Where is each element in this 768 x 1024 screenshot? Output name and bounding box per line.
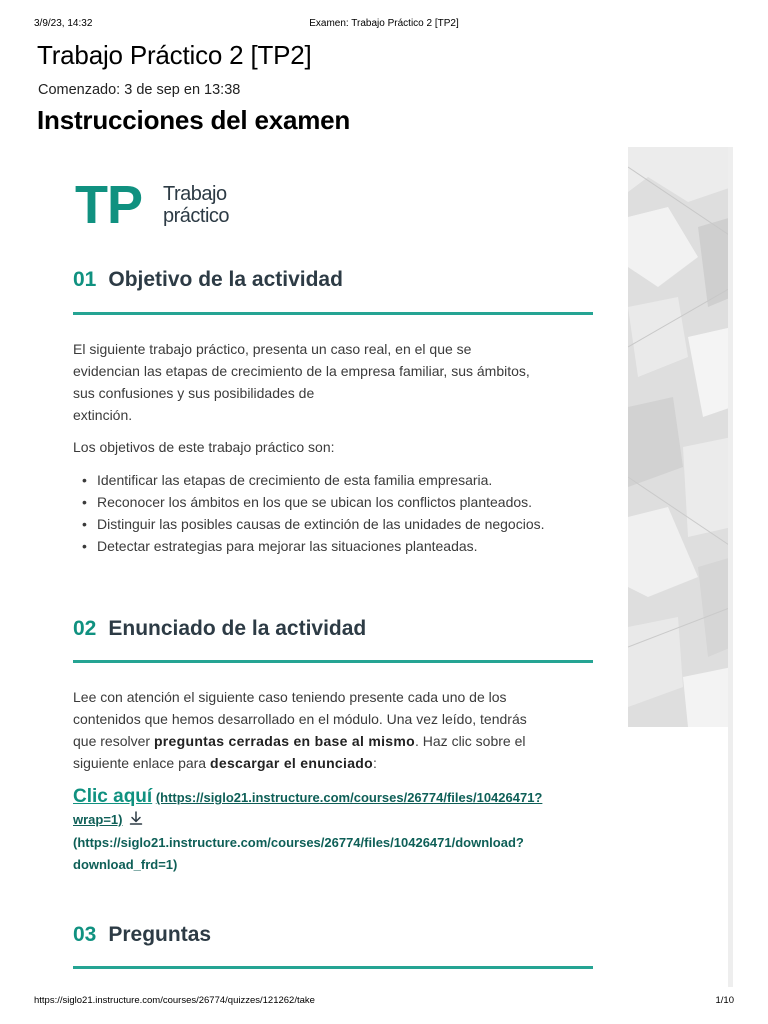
section-02-body: [73, 686, 588, 774]
print-date: 3/9/23, 14:32: [34, 18, 93, 29]
list-item: • Distinguir las posibles causas de extinción de las unidades de negocios.: [82, 513, 588, 535]
file-link-continued[interactable]: [73, 809, 593, 832]
section-number: 03: [73, 923, 97, 946]
body-line: [73, 752, 588, 774]
instructions-title: Instrucciones del examen: [37, 105, 351, 135]
logo-line-1: Trabajo: [163, 183, 227, 205]
section-label: Objetivo de la actividad: [108, 268, 343, 291]
print-header: [34, 18, 734, 30]
objectives-list: [82, 469, 588, 557]
file-url[interactable]: wrap=1): [73, 812, 123, 827]
section-number: 02: [73, 617, 97, 640]
decorative-background-image: [628, 147, 732, 727]
download-links: [73, 786, 593, 876]
section-divider: [73, 660, 593, 663]
print-doc-title: Examen: Trabajo Práctico 2 [TP2]: [309, 18, 459, 29]
intro-line: El siguiente trabajo práctico, presenta un caso real, en el que se: [73, 341, 472, 357]
section-divider: [73, 312, 593, 315]
download-link[interactable]: (https://siglo21.instructure.com/courses/26774/files/10426471/download?: [73, 834, 524, 850]
download-arrow-icon[interactable]: [129, 810, 143, 832]
body-text: :: [373, 755, 377, 771]
intro-line: evidencian las etapas de crecimiento de la empresa familiar, sus ámbitos,: [73, 363, 530, 379]
logo-text: [163, 183, 229, 227]
section-divider: [73, 966, 593, 969]
body-text: . Haz clic sobre el: [415, 733, 526, 749]
section-01-intro: [73, 338, 588, 426]
list-item: • Reconocer los ámbitos en los que se ubican los conflictos planteados.: [82, 491, 588, 513]
print-footer-url: https://siglo21.instructure.com/courses/26774/quizzes/121262/take: [34, 995, 315, 1006]
body-text: que resolver: [73, 733, 154, 749]
logo-line-2: práctico: [163, 205, 230, 227]
page-title: Trabajo Práctico 2 [TP2]: [37, 40, 312, 70]
file-link[interactable]: [73, 786, 593, 809]
page-number: 1/10: [715, 995, 734, 1006]
objectives-intro: Los objetivos de este trabajo práctico son:: [73, 439, 335, 455]
body-line: [73, 730, 588, 752]
intro-line: sus confusiones y sus posibilidades de: [73, 385, 315, 401]
section-label: Preguntas: [108, 923, 212, 946]
section-label: Enunciado de la actividad: [108, 617, 367, 640]
section-01-heading: [73, 268, 593, 292]
list-item: • Identificar las etapas de crecimiento de esta familia empresaria.: [82, 469, 588, 491]
file-url[interactable]: (https://siglo21.instructure.com/courses/26774/files/10426471?: [155, 790, 543, 805]
section-02-heading: [73, 617, 593, 641]
logo-mark: TP: [75, 175, 143, 235]
list-item: • Detectar estrategias para mejorar las situaciones planteadas.: [82, 535, 588, 557]
body-bold-text: descargar el enunciado: [210, 755, 373, 771]
clic-aqui-link[interactable]: Clic aquí: [73, 786, 153, 807]
section-number: 01: [73, 268, 97, 291]
intro-line: extinción.: [73, 407, 133, 423]
body-line: contenidos que hemos desarrollado en el módulo. Una vez leído, tendrás: [73, 711, 527, 727]
scroll-rail: [728, 147, 733, 987]
download-link-continued[interactable]: download_frd=1): [73, 856, 178, 872]
section-03-heading: [73, 923, 593, 947]
started-timestamp: Comenzado: 3 de sep en 13:38: [38, 82, 241, 98]
body-text: siguiente enlace para: [73, 755, 210, 771]
body-line: Lee con atención el siguiente caso teniendo presente cada uno de los: [73, 689, 507, 705]
body-bold-text: preguntas cerradas en base al mismo: [153, 733, 415, 749]
